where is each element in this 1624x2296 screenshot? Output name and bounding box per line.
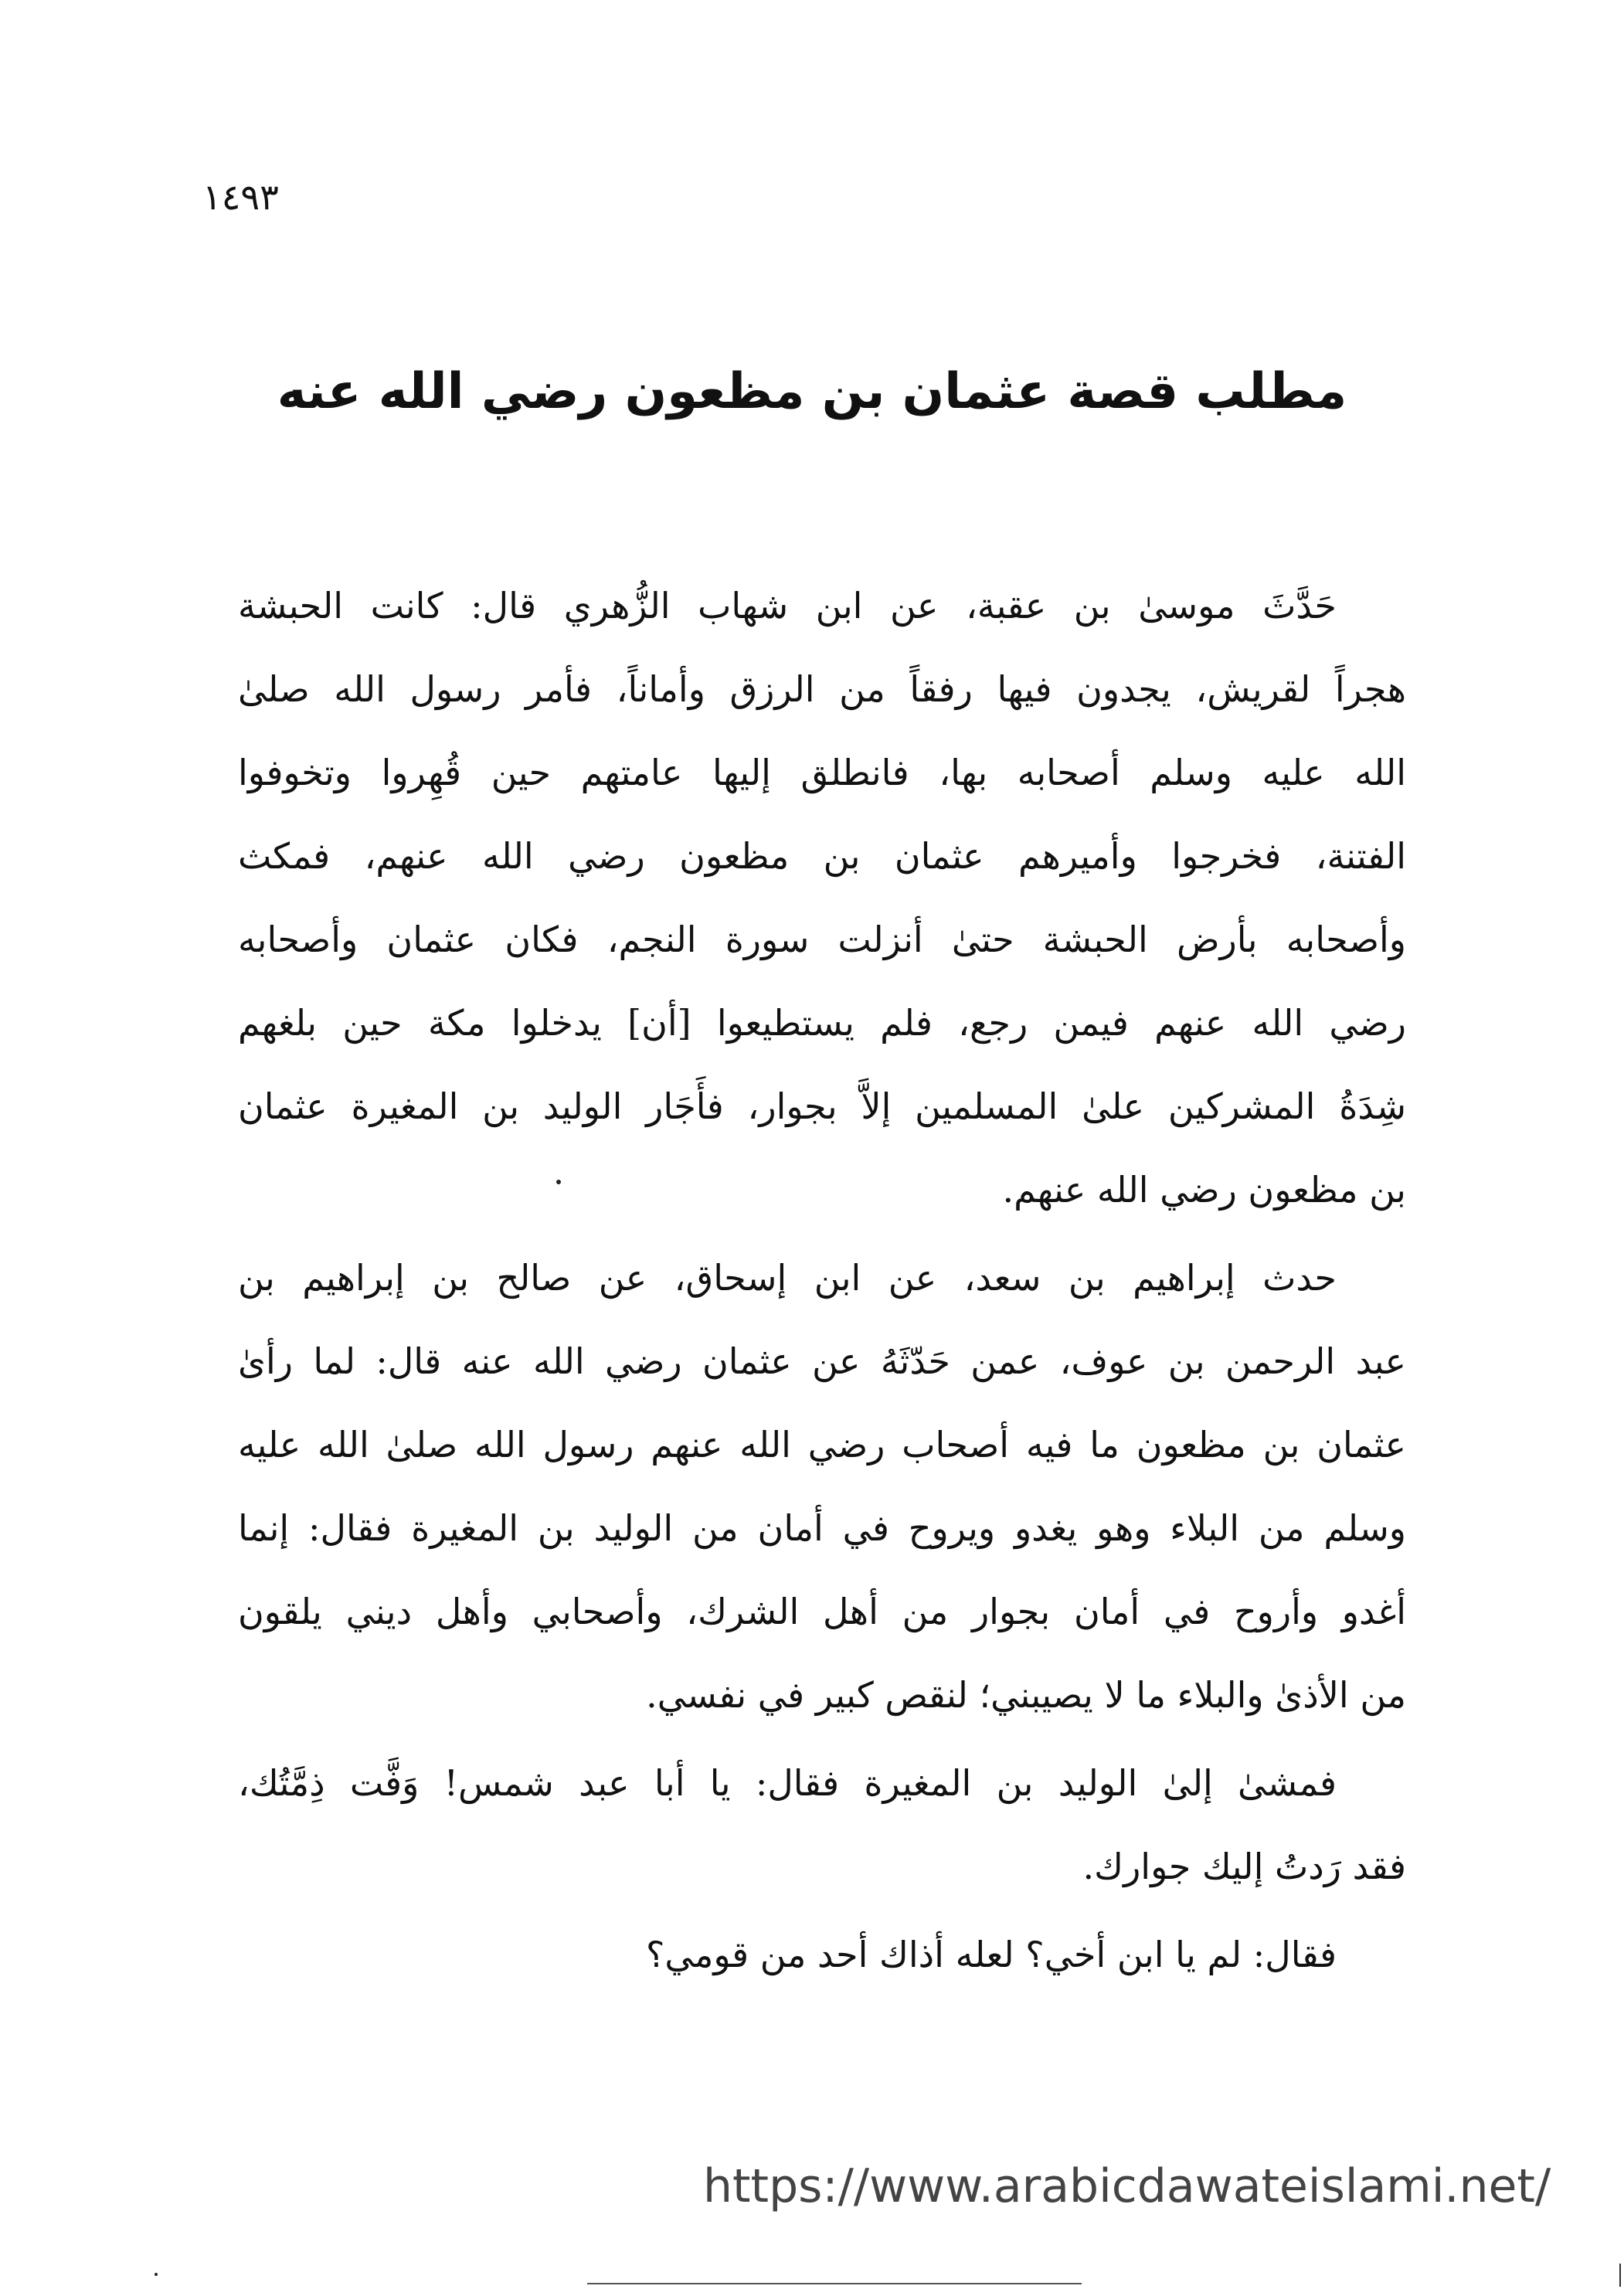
- text-line: رضي الله عنهم فيمن رجع، فلم يستطيعوا [أن] يدخلوا مكة حين بلغهم: [238, 1002, 1406, 1044]
- stray-dot: [155, 2273, 158, 2276]
- text-line: هجراً لقريش، يجدون فيها رفقاً من الرزق وأماناً، فأمر رسول الله صلىٰ: [238, 668, 1406, 710]
- text-line: عبد الرحمن بن عوف، عمن حَدّثَهُ عن عثمان رضي الله عنه قال: لما رأىٰ: [238, 1340, 1406, 1382]
- paragraph-2: [238, 1236, 1406, 1737]
- text-line: فقال: لم يا ابن أخي؟ لعله أذاك أحد من قومي؟: [645, 1934, 1337, 1975]
- page-title: مطلب قصة عثمان بن مظعون رضي الله عنه: [277, 363, 1347, 420]
- page-number: ١٤٩٣: [202, 176, 279, 218]
- text-line: شِدَةُ المشركين علىٰ المسلمين إلاَّ بجوار، فأَجَار الوليد بن المغيرة عثمان: [238, 1085, 1406, 1127]
- text-line: فمشىٰ إلىٰ الوليد بن المغيرة فقال: يا أبا عبد شمس! وَفَّت ذِمَّتُك،: [238, 1762, 1337, 1804]
- text-line: أغدو وأروح في أمان بجوار من أهل الشرك، وأصحابي وأهل ديني يلقون: [238, 1591, 1406, 1632]
- text-line: حدث إبراهيم بن سعد، عن ابن إسحاق، عن صالح بن إبراهيم بن: [238, 1257, 1337, 1299]
- footer-rule: [587, 2283, 1082, 2284]
- text-line: وسلم من البلاء وهو يغدو ويروح في أمان من الوليد بن المغيرة فقال: إنما: [238, 1507, 1406, 1549]
- paragraph-3: [238, 1741, 1406, 1908]
- text-line: الفتنة، فخرجوا وأميرهم عثمان بن مظعون رضي الله عنهم، فمكث: [238, 835, 1406, 877]
- text-line: وأصحابه بأرض الحبشة حتىٰ أنزلت سورة النجم، فكان عثمان وأصحابه: [238, 919, 1406, 960]
- text-line: حَدَّثَ موسىٰ بن عقبة، عن ابن شهاب الزُّهري قال: كانت الحبشة: [238, 585, 1337, 627]
- text-line: عثمان بن مظعون ما فيه أصحاب رضي الله عنهم رسول الله صلىٰ الله عليه: [238, 1424, 1406, 1466]
- body-text: [238, 564, 1406, 2001]
- edge-mark: [1619, 2264, 1621, 2287]
- paragraph-4: [238, 1913, 1406, 1996]
- paragraph-1: [238, 564, 1406, 1231]
- stray-dot: [556, 1180, 561, 1184]
- watermark-url[interactable]: https://www.arabicdawateislami.net/: [703, 2159, 1551, 2213]
- text-line: فقد رَدتُ إليك جوارك.: [1082, 1846, 1406, 1887]
- text-line: من الأذىٰ والبلاء ما لا يصيبني؛ لنقص كبير في نفسي.: [646, 1674, 1406, 1716]
- text-line: بن مظعون رضي الله عنهم.: [1002, 1169, 1406, 1211]
- text-line: الله عليه وسلم أصحابه بها، فانطلق إليها عامتهم حين قُهِروا وتخوفوا: [238, 752, 1406, 793]
